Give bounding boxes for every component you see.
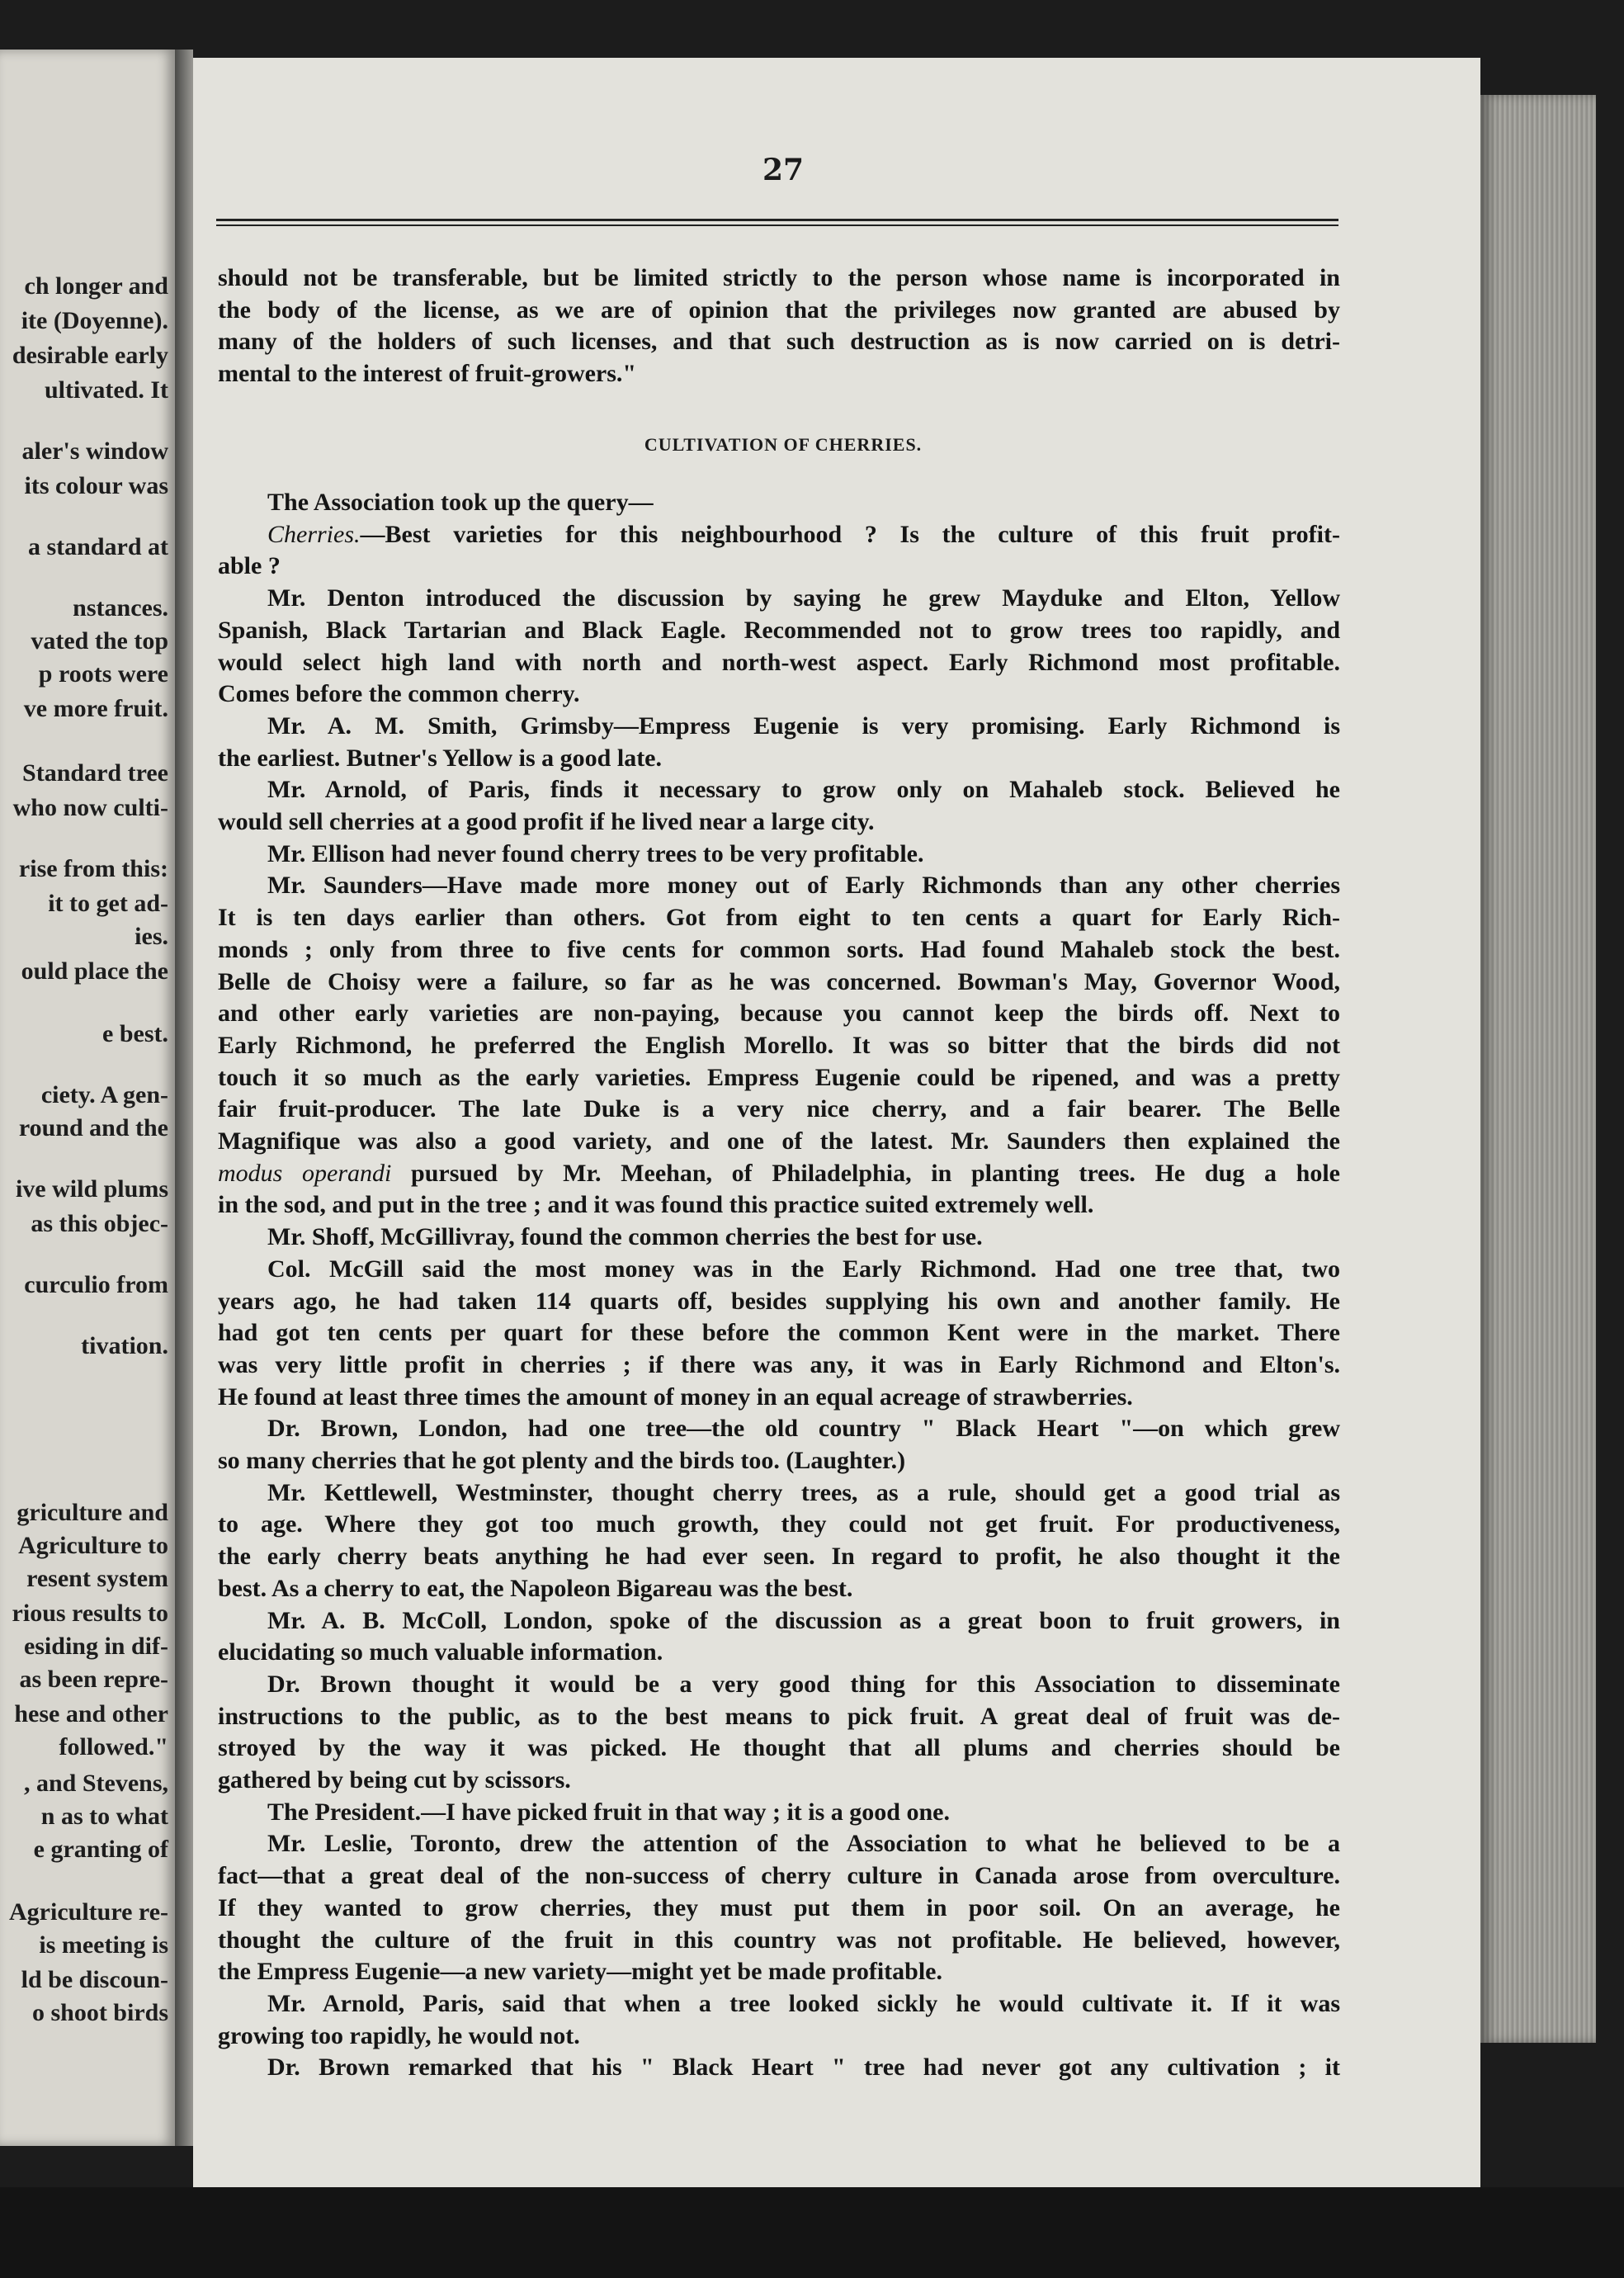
- body-line: best. As a cherry to eat, the Napoleon Bigareau was the best.: [218, 1574, 853, 1602]
- body-line: It is ten days earlier than others. Got from eight to ten cents a quart for Early Rich-: [218, 904, 1340, 932]
- body-line: If they wanted to grow cherries, they must put them in poor soil. On an average, he: [218, 1893, 1340, 1921]
- body-line: Col. McGill said the most money was in the Early Richmond. Had one tree that, two: [267, 1255, 1340, 1283]
- left-page-fragment: [0, 50, 175, 2146]
- section-heading: CULTIVATION OF CHERRIES.: [644, 434, 923, 455]
- body-line: Mr. A. B. McColl, London, spoke of the discussion as a great boon to fruit growers, in: [267, 1606, 1340, 1634]
- left-page-line: Standard tree: [22, 759, 168, 787]
- body-line: fair fruit-producer. The late Duke is a very nice cherry, and a fair bearer. The Belle: [218, 1095, 1340, 1123]
- left-page-line: round and the: [18, 1114, 168, 1141]
- left-page-line: followed.": [59, 1733, 168, 1760]
- header-rule: [216, 219, 1338, 221]
- body-line: The Association took up the query—: [267, 489, 654, 516]
- left-page-line: p roots were: [38, 660, 168, 688]
- body-line: thought the culture of the fruit in this country was not profitable. He believed, however,: [218, 1926, 1340, 1954]
- left-page-line: n as to what: [40, 1803, 168, 1830]
- opening-line: the body of the license, as we are of opinion that the privileges now granted are abused by: [218, 295, 1340, 324]
- left-page-line: is meeting is: [39, 1931, 168, 1959]
- left-page-line: hese and other: [14, 1700, 168, 1727]
- left-page-line: ite (Doyenne).: [21, 307, 168, 334]
- body-line: the early cherry beats anything he had ever seen. In regard to profit, he also thought it the: [218, 1543, 1340, 1571]
- left-page-line: griculture and: [17, 1499, 168, 1526]
- body-line: Mr. Denton introduced the discussion by saying he grew Mayduke and Elton, Yellow: [267, 584, 1340, 612]
- left-page-line: it to get ad-: [48, 890, 168, 917]
- body-line: Spanish, Black Tartarian and Black Eagle. Recommended not to grow trees too rapidly, and: [218, 616, 1340, 644]
- left-page-line: curculio from: [24, 1271, 168, 1298]
- header-rule-double: [216, 224, 1338, 226]
- left-page-line: e best.: [102, 1020, 168, 1047]
- body-line: the earliest. Butner's Yellow is a good late.: [218, 744, 662, 772]
- body-line: Mr. Ellison had never found cherry trees to be very profitable.: [267, 839, 924, 867]
- body-line: would select high land with north and north-west aspect. Early Richmond most profitable.: [218, 648, 1340, 676]
- left-page-line: nstances.: [73, 594, 168, 621]
- body-line: Dr. Brown remarked that his " Black Heart " tree had never got any cultivation ; it: [267, 2054, 1340, 2082]
- left-page-line: ies.: [135, 923, 168, 950]
- body-line: fact—that a great deal of the non-success of cherry culture in Canada arose from overculture.: [218, 1862, 1340, 1890]
- page-edges: [1480, 95, 1596, 2043]
- body-line: in the sod, and put in the tree ; and it was found this practice suited extremely well.: [218, 1191, 1094, 1219]
- left-page-line: desirable early: [12, 342, 168, 369]
- body-line: Mr. Saunders—Have made more money out of Early Richmonds than any other cherries: [267, 872, 1340, 900]
- left-page-line: its colour was: [24, 472, 168, 499]
- left-page-line: ciety. A gen-: [40, 1081, 168, 1108]
- left-page-line: vated the top: [31, 627, 168, 655]
- body-line: Mr. Arnold, of Paris, finds it necessary to grow only on Mahaleb stock. Believed he: [267, 776, 1340, 804]
- body-line: able ?: [218, 552, 281, 580]
- left-page-line: who now culti-: [12, 794, 168, 821]
- left-page-line: as this objec-: [31, 1210, 168, 1237]
- body-line: elucidating so much valuable information.: [218, 1638, 663, 1666]
- body-line: had got ten cents per quart for these before the common Kent were in the market. There: [218, 1319, 1340, 1347]
- left-page-line: Agriculture to: [18, 1532, 168, 1559]
- left-page-line: aler's window: [21, 437, 168, 465]
- body-line: so many cherries that he got plenty and the birds too. (Laughter.): [218, 1447, 906, 1474]
- body-line: modus operandi pursued by Mr. Meehan, of Philadelphia, in planting trees. He dug a hole: [218, 1159, 1340, 1187]
- body-line: Dr. Brown thought it would be a very good thing for this Association to disseminate: [267, 1670, 1340, 1698]
- body-line: Mr. Kettlewell, Westminster, thought cherry trees, as a rule, should get a good trial as: [267, 1478, 1340, 1506]
- body-line: Mr. Leslie, Toronto, drew the attention of the Association to what he believed to be a: [267, 1830, 1340, 1858]
- left-page-line: resent system: [26, 1565, 168, 1592]
- body-line: Belle de Choisy were a failure, so far as he was concerned. Bowman's May, Governor Wood,: [218, 967, 1340, 995]
- left-page-line: ve more fruit.: [23, 695, 168, 722]
- left-page-line: Agriculture re-: [9, 1898, 168, 1926]
- left-page-line: e granting of: [33, 1836, 168, 1863]
- body-line: years ago, he had taken 114 quarts off, besides supplying his own and another family. He: [218, 1287, 1340, 1315]
- body-line: growing too rapidly, he would not.: [218, 2021, 580, 2049]
- body-line: gathered by being cut by scissors.: [218, 1766, 571, 1794]
- body-line: the Empress Eugenie—a new variety—might yet be made profitable.: [218, 1958, 942, 1986]
- left-page-line: ive wild plums: [15, 1175, 168, 1203]
- left-page-line: , and Stevens,: [23, 1770, 168, 1797]
- book-gutter: [175, 50, 193, 2146]
- body-line: Early Richmond, he preferred the English Morello. It was so bitter that the birds did not: [218, 1031, 1340, 1059]
- body-line: Cherries.—Best varieties for this neighbourhood ? Is the culture of this fruit profit-: [267, 520, 1340, 548]
- body-line: and other early varieties are non-paying, because you cannot keep the birds off. Next to: [218, 1000, 1340, 1028]
- body-line: to age. Where they got too much growth, they could not get fruit. For productiveness,: [218, 1510, 1340, 1538]
- body-line: instructions to the public, as to the best means to pick fruit. A great deal of fruit was de-: [218, 1702, 1340, 1730]
- left-page-line: o shoot birds: [31, 1999, 168, 2026]
- body-line: touch it so much as the early varieties. Empress Eugenie could be ripened, and was a pretty: [218, 1063, 1340, 1091]
- main-page: [193, 58, 1480, 2187]
- body-line: Mr. Shoff, McGillivray, found the common cherries the best for use.: [267, 1223, 983, 1251]
- body-line: Dr. Brown, London, had one tree—the old country " Black Heart "—on which grew: [267, 1415, 1340, 1443]
- left-page-line: ld be discoun-: [21, 1966, 168, 1993]
- opening-line: should not be transferable, but be limited strictly to the person whose name is incorporated in: [218, 264, 1340, 291]
- left-page-line: esiding in dif-: [23, 1633, 168, 1660]
- left-page-line: tivation.: [81, 1332, 168, 1359]
- left-page-line: ultivated. It: [45, 376, 168, 404]
- opening-line: mental to the interest of fruit-growers.": [218, 360, 637, 388]
- body-line: Mr. Arnold, Paris, said that when a tree looked sickly he would cultivate it. If it was: [267, 1989, 1340, 2017]
- body-line: He found at least three times the amount of money in an equal acreage of strawberries.: [218, 1382, 1133, 1411]
- body-line: Magnifique was also a good variety, and one of the latest. Mr. Saunders then explained the: [218, 1127, 1340, 1155]
- body-line: The President.—I have picked fruit in that way ; it is a good one.: [267, 1798, 950, 1826]
- left-page-line: ould place the: [21, 957, 168, 985]
- body-line: Mr. A. M. Smith, Grimsby—Empress Eugenie is very promising. Early Richmond is: [267, 711, 1340, 740]
- left-page-line: rious results to: [12, 1600, 168, 1627]
- body-line: was very little profit in cherries ; if there was any, it was in Early Richmond and Elton's.: [218, 1350, 1340, 1378]
- body-line: monds ; only from three to five cents for common sorts. Had found Mahaleb stock the best.: [218, 935, 1340, 963]
- body-line: stroyed by the way it was picked. He thought that all plums and cherries should be: [218, 1734, 1340, 1762]
- left-page-line: as been repre-: [19, 1666, 168, 1693]
- opening-line: many of the holders of such licenses, and that such destruction as is now carried on is detri-: [218, 328, 1340, 356]
- left-page-line: rise from this:: [18, 855, 168, 882]
- bottom-shadow: [0, 2187, 1624, 2278]
- left-page-line: ch longer and: [24, 272, 168, 300]
- body-line: Comes before the common cherry.: [218, 680, 580, 708]
- left-page-line: a standard at: [27, 533, 168, 560]
- page-number: 27: [762, 153, 805, 187]
- body-line: would sell cherries at a good profit if he lived near a large city.: [218, 808, 875, 835]
